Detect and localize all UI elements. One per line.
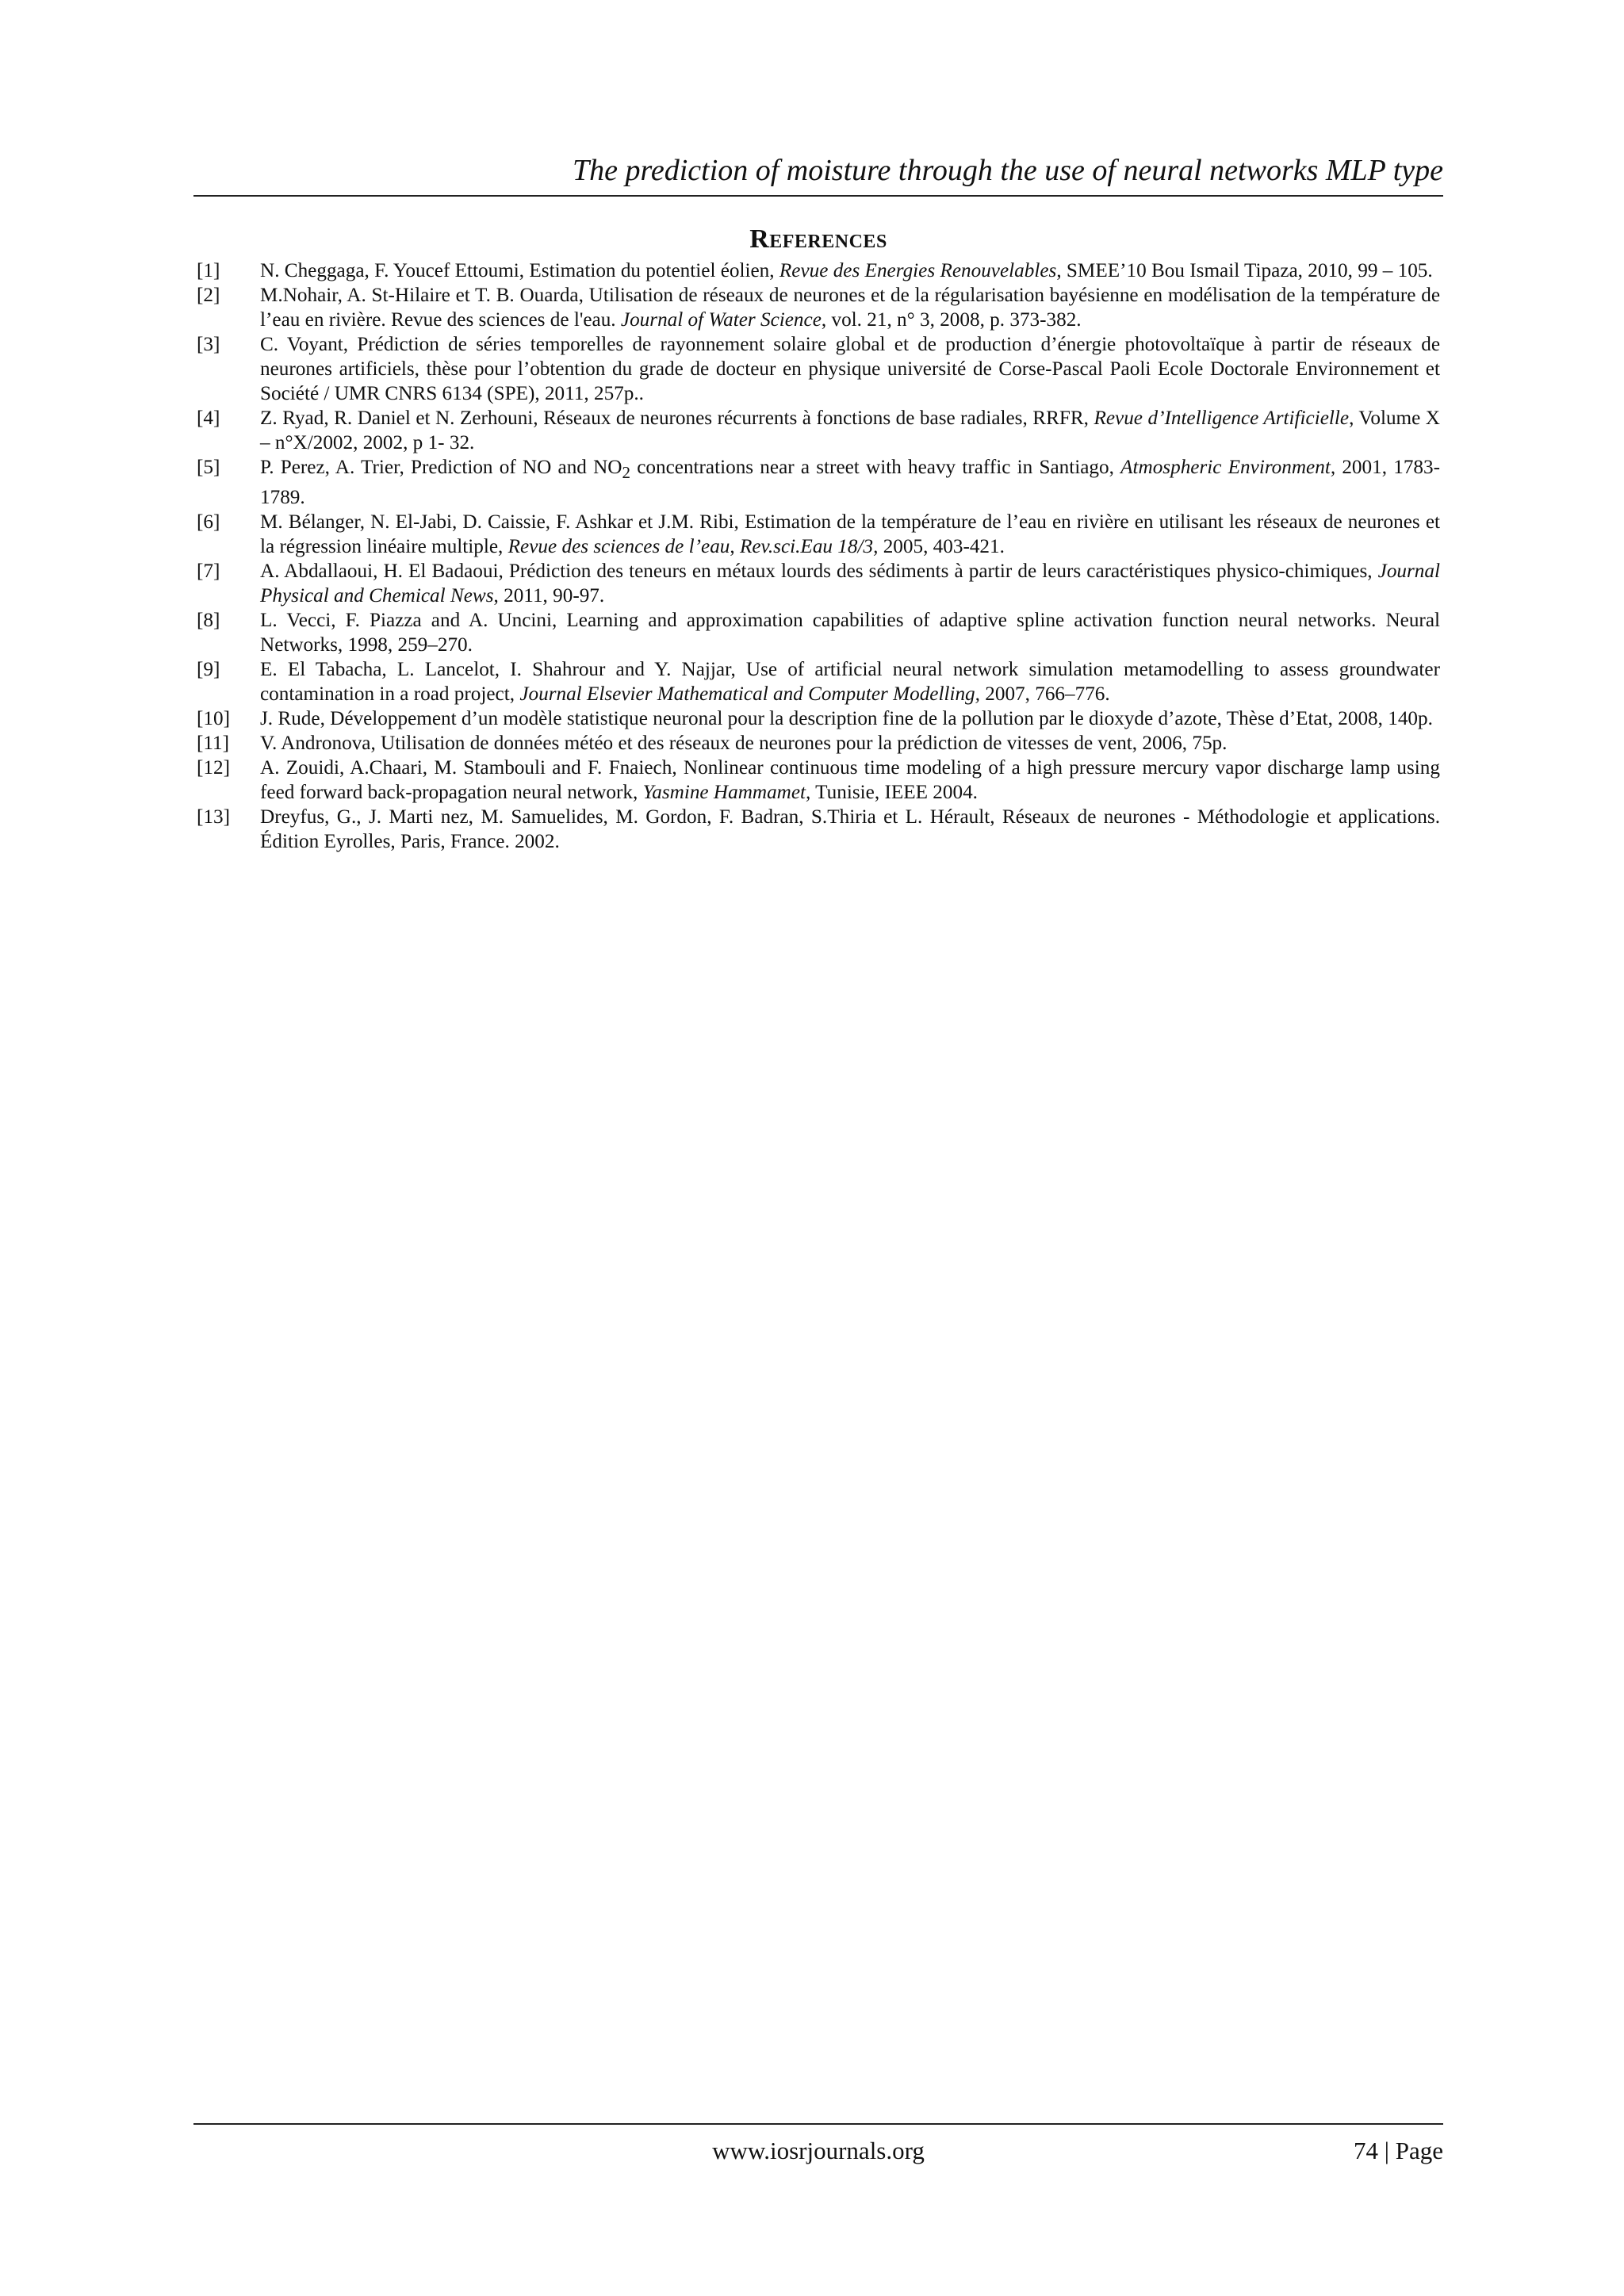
reference-item xyxy=(197,657,1440,706)
reference-number: [5] xyxy=(197,457,220,478)
reference-segment: P. Perez, A. Trier, Prediction of NO and NO xyxy=(260,457,622,478)
reference-text xyxy=(260,608,1440,657)
reference-segment: M.Nohair, A. St-Hilaire et T. B. Ouarda, Utilisation de réseaux de neurones et de la régularisation bayésienne en modélisation de la température de l’eau en rivière. Revue des sciences de l'eau. xyxy=(260,285,1440,331)
reference-segment: N. Cheggaga, F. Youcef Ettoumi, Estimation du potentiel éolien, xyxy=(260,260,779,281)
reference-item xyxy=(197,510,1440,559)
reference-italic-segment: Revue d’Intelligence Artificielle xyxy=(1094,408,1350,429)
reference-segment: 2005, 403-421. xyxy=(878,536,1005,558)
reference-text xyxy=(260,731,1440,756)
reference-text xyxy=(260,283,1440,332)
reference-italic-segment: Rev.sci.Eau 18/3, xyxy=(739,536,879,558)
reference-segment: concentrations near a street with heavy traffic in Santiago, xyxy=(630,457,1121,478)
reference-italic-segment: Atmospheric Environment, xyxy=(1120,457,1336,478)
reference-text xyxy=(260,510,1440,559)
reference-segment: , 2011, 90-97. xyxy=(493,585,605,607)
reference-text xyxy=(260,657,1440,706)
subscript: 2 xyxy=(622,463,630,483)
reference-item xyxy=(197,455,1440,510)
reference-number: [11] xyxy=(197,733,230,755)
reference-text xyxy=(260,805,1440,854)
reference-text xyxy=(260,756,1440,805)
reference-number: [9] xyxy=(197,659,220,681)
reference-segment: , Volume X – n°X/2002, 2002, p 1- 32. xyxy=(260,408,1441,453)
reference-segment: C. Voyant, Prédiction de séries temporelles de rayonnement solaire global et de production d’énergie photovoltaïque à partir de réseaux de neurones artificiels, thèse pour l’obtention du grade de docteur en physique université de Corse-Pascal Paoli Ecole Doctorale Environnement et Société / UMR CNRS 6134 (SPE), 2011, 257p.. xyxy=(260,334,1440,404)
reference-item xyxy=(197,332,1440,406)
references-list xyxy=(197,258,1440,854)
reference-item xyxy=(197,706,1440,731)
reference-number: [2] xyxy=(197,285,220,306)
reference-italic-segment: Journal Elsevier Mathematical and Computer Modelling, xyxy=(519,683,980,706)
reference-segment: Dreyfus, G., J. Marti nez, M. Samuelides, M. Gordon, F. Badran, S.Thiria et L. Hérault, Réseaux de neurones - Méthodologie et applications. Édition Eyrolles, Paris, France. 2002. xyxy=(260,806,1440,853)
reference-item xyxy=(197,805,1440,854)
reference-item xyxy=(197,731,1440,756)
reference-segment: , SMEE’10 Bou Ismail Tipaza, 2010, 99 – 105. xyxy=(1056,260,1433,281)
reference-segment: A. Abdallaoui, H. El Badaoui, Prédiction des teneurs en métaux lourds des sédiments à partir de leurs caractéristiques physico-chimiques, xyxy=(260,561,1378,583)
reference-number: [7] xyxy=(197,561,220,583)
reference-text xyxy=(260,406,1440,455)
reference-segment: Tunisie, IEEE 2004. xyxy=(810,782,978,804)
reference-italic-segment: Yasmine Hammamet, xyxy=(642,782,811,804)
reference-number: [12] xyxy=(197,757,230,779)
reference-segment: 2007, 766–776. xyxy=(979,683,1110,706)
journal-url: www.iosrjournals.org xyxy=(712,2137,925,2164)
reference-number: [8] xyxy=(197,610,220,632)
reference-text xyxy=(260,706,1440,731)
reference-number: [3] xyxy=(197,334,220,355)
reference-italic-segment: Revue des sciences de l’eau xyxy=(508,536,730,558)
page-footer xyxy=(193,2123,1443,2164)
running-title: The prediction of moisture through the use of neural networks MLP type xyxy=(572,154,1443,187)
reference-segment: M. Bélanger, N. El-Jabi, D. Caissie, F. Ashkar et J.M. Ribi, Estimation de la température de l’eau en rivière en utilisant les réseaux de neurones et la régression linéaire multiple, xyxy=(260,511,1440,558)
reference-text xyxy=(260,455,1440,510)
reference-segment: E. El Tabacha, L. Lancelot, I. Shahrour and Y. Najjar, Use of artificial neural network simulation metamodelling to assess groundwater contamination in a road project, xyxy=(260,659,1440,706)
reference-number: [6] xyxy=(197,511,220,534)
reference-number: [1] xyxy=(197,260,220,281)
reference-italic-segment: Journal Physical and Chemical News xyxy=(260,561,1440,607)
reference-number: [4] xyxy=(197,408,220,429)
reference-item xyxy=(197,559,1440,608)
reference-text xyxy=(260,258,1440,283)
reference-segment: L. Vecci, F. Piazza and A. Uncini, Learning and approximation capabilities of adaptive spline activation function neural networks. Neural Networks, 1998, 259–270. xyxy=(260,610,1440,656)
reference-number: [13] xyxy=(197,806,230,828)
reference-segment: V. Andronova, Utilisation de données météo et des réseaux de neurones pour la prédiction de vitesses de vent, 2006, 75p. xyxy=(260,733,1228,755)
reference-item xyxy=(197,258,1440,283)
reference-italic-segment: Revue des Energies Renouvelables xyxy=(779,260,1057,281)
page-number: 74 | Page xyxy=(1354,2137,1443,2164)
reference-item xyxy=(197,406,1440,455)
reference-item xyxy=(197,756,1440,805)
reference-segment: J. Rude, Développement d’un modèle statistique neuronal pour la description fine de la pollution par le dioxyde d’azote, Thèse d’Etat, 2008, 140p. xyxy=(260,708,1433,730)
page-header xyxy=(193,151,1443,197)
reference-segment: , xyxy=(730,536,740,558)
reference-italic-segment: Journal of Water Science xyxy=(620,309,822,331)
reference-text xyxy=(260,559,1440,608)
reference-item xyxy=(197,283,1440,332)
reference-segment: A. Zouidi, A.Chaari, M. Stambouli and F. Fnaiech, Nonlinear continuous time modeling of a high pressure mercury vapor discharge lamp using feed forward back-propagation neural network, xyxy=(260,757,1440,804)
reference-number: [10] xyxy=(197,708,230,730)
reference-text xyxy=(260,332,1440,406)
reference-item xyxy=(197,608,1440,657)
reference-segment: 2001, 1783-1789. xyxy=(260,457,1440,509)
reference-segment: Z. Ryad, R. Daniel et N. Zerhouni, Réseaux de neurones récurrents à fonctions de base radiales, RRFR, xyxy=(260,408,1094,429)
references-heading: References xyxy=(749,224,887,254)
reference-segment: , vol. 21, n° 3, 2008, p. 373-382. xyxy=(821,309,1082,331)
